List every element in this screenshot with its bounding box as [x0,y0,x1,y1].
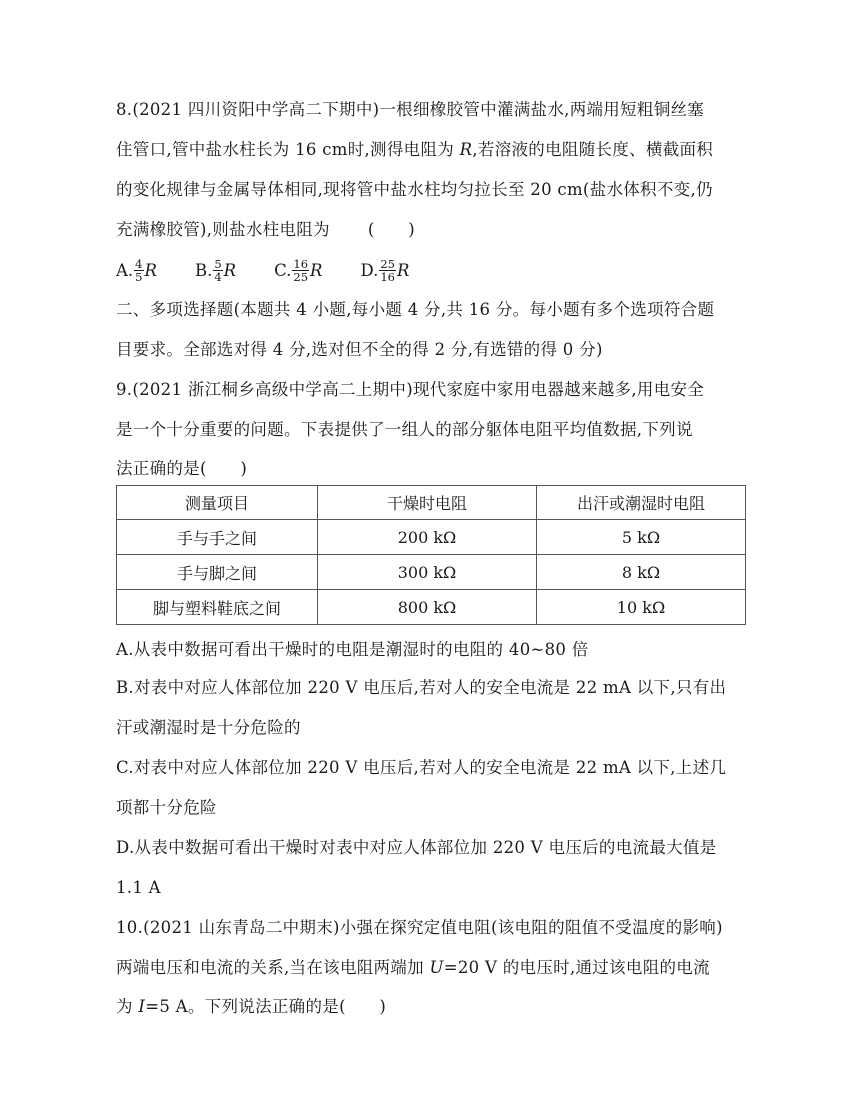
fraction-denominator: 4 [214,270,222,284]
q10-line-3-text-a: 为 [116,997,139,1016]
table-cell: 脚与塑料鞋底之间 [117,590,318,625]
option-d-fraction [379,258,396,283]
table-header-row [117,486,746,520]
q9-option-c-line-2: 项都十分危险 [116,798,217,817]
q9-option-b-line-2: 汗或潮湿时是十分危险的 [116,718,301,737]
q8-line-2-text-b: ,若溶液的电阻随长度、横截面积 [472,140,714,159]
option-b-label: B. [194,261,213,280]
q8-answer-paren: ( ) [367,220,415,239]
table-header-cell: 测量项目 [117,486,318,520]
option-a-var: R [144,261,157,280]
table-cell: 800 kΩ [318,590,537,625]
section-2-line-2: 目要求。全部选对得 4 分,选对但不全的得 2 分,有选错的得 0 分) [116,340,603,359]
table-cell: 手与手之间 [117,520,318,555]
q8-line-2 [116,139,713,161]
q8-line-3: 的变化规律与金属导体相同,现将管中盐水柱均匀拉长至 20 cm(盐水体积不变,仍 [116,180,713,199]
q8-var-r: R [459,140,473,159]
fraction-denominator: 16 [380,270,395,284]
q10-line-1: 10.(2021 山东青岛二中期末)小强在探究定值电阻(该电阻的阻值不受温度的影响) [116,918,723,937]
option-d-var: R [396,261,410,280]
q10-var-u: U [429,958,444,977]
q9-line-1: 9.(2021 浙江桐乡高级中学高二上期中)现代家庭中家用电器越来越多,用电安全 [116,380,705,399]
q10-line-3-text-b: =5 A。下列说法正确的是( ) [145,997,387,1016]
option-c-fraction [292,258,309,283]
section-2-line-1: 二、多项选择题(本题共 4 小题,每小题 4 分,共 16 分。每小题有多个选项符合题 [116,300,715,319]
q8-option-b [195,258,236,283]
table-row [117,590,746,625]
q9-option-c-line-1: C.对表中对应人体部位加 220 V 电压后,若对人的安全电流是 22 mA 以下,上述几 [116,758,727,777]
table-cell: 8 kΩ [537,555,746,590]
q10-line-2-text-a: 两端电压和电流的关系,当在该电阻两端加 [116,958,430,977]
table-cell: 10 kΩ [537,590,746,625]
option-c-var: R [310,261,323,280]
q10-line-2-text-b: =20 V 的电压时,通过该电阻的电流 [443,958,710,977]
q9-option-d-line-1: D.从表中数据可看出干燥时对表中对应人体部位加 220 V 电压后的电流最大值是 [116,838,717,857]
option-a-fraction [134,258,143,283]
fraction-numerator: 16 [293,257,309,271]
fraction-numerator: 25 [380,257,395,271]
table-cell: 5 kΩ [537,520,746,555]
table-header-cell: 出汗或潮湿时电阻 [537,486,746,520]
option-a-label: A. [116,261,134,280]
q10-var-i: I [138,997,146,1016]
option-b-var: R [223,261,237,280]
resistance-table [116,485,746,625]
q8-options [116,258,447,283]
q8-line-4-text: 充满橡胶管),则盐水柱电阻为 [116,220,330,239]
q9-option-d-line-2: 1.1 A [116,878,161,897]
fraction-denominator: 5 [135,270,143,284]
table-row [117,555,746,590]
q9-line-2: 是一个十分重要的问题。下表提供了一组人的部分躯体电阻平均值数据,下列说 [116,420,693,439]
q10-line-2 [116,957,710,979]
option-b-fraction [213,258,222,283]
table-header-cell: 干燥时电阻 [318,486,537,520]
q8-option-d [360,258,409,283]
option-d-label: D. [360,261,379,280]
q8-option-a [116,258,157,283]
q8-option-c [274,258,322,283]
q9-option-a: A.从表中数据可看出干燥时的电阻是潮湿时的电阻的 40~80 倍 [116,640,589,659]
fraction-denominator: 25 [293,270,309,284]
table-cell: 200 kΩ [318,520,537,555]
option-c-label: C. [274,261,292,280]
q8-line-2-text-a: 住管口,管中盐水柱长为 16 cm时,测得电阻为 [116,140,460,159]
q9-option-b-line-1: B.对表中对应人体部位加 220 V 电压后,若对人的安全电流是 22 mA 以下,只有出 [116,678,727,697]
q8-line-1: 8.(2021 四川资阳中学高二下期中)一根细橡胶管中灌满盐水,两端用短粗铜丝塞 [116,100,705,119]
fraction-numerator: 4 [135,257,143,271]
fraction-numerator: 5 [214,257,222,271]
q8-line-4 [116,219,415,241]
table-cell: 300 kΩ [318,555,537,590]
q10-line-3 [116,996,386,1018]
q9-line-3: 法正确的是( ) [116,459,248,478]
table-cell: 手与脚之间 [117,555,318,590]
table-row [117,520,746,555]
